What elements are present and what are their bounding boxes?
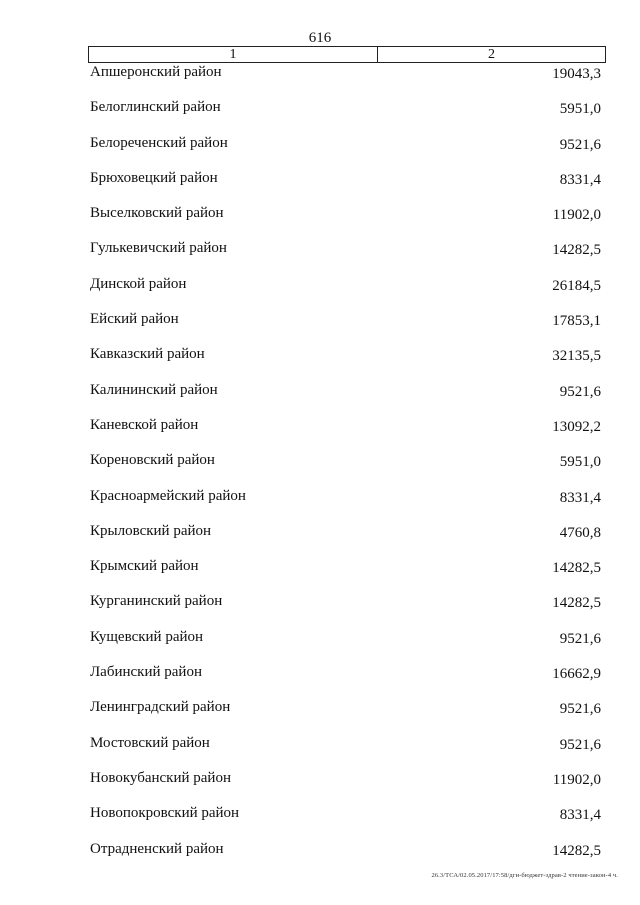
table-header <box>88 46 606 63</box>
header-column-1: 1 <box>89 47 378 62</box>
table-row <box>0 488 640 523</box>
district-value: 9521,6 <box>559 736 601 753</box>
district-value: 11902,0 <box>552 207 601 224</box>
district-name: Отрадненский район <box>90 840 224 857</box>
table-row <box>0 276 640 311</box>
district-value: 4760,8 <box>559 524 601 541</box>
table-row <box>0 452 640 487</box>
table-row <box>0 841 640 876</box>
district-value: 8331,4 <box>559 807 601 824</box>
district-name: Кущевский район <box>90 628 204 645</box>
district-name: Кореновский район <box>90 452 215 469</box>
table-row <box>0 770 640 805</box>
district-value: 5951,0 <box>559 454 601 471</box>
table-row <box>0 382 640 417</box>
table-row <box>0 205 640 240</box>
table-row <box>0 629 640 664</box>
district-value: 32135,5 <box>552 348 601 365</box>
district-value: 9521,6 <box>559 701 601 718</box>
district-value: 14282,5 <box>552 242 601 259</box>
table-row <box>0 64 640 99</box>
district-value: 19043,3 <box>552 66 601 82</box>
district-value: 16662,9 <box>552 666 601 683</box>
district-value: 9521,6 <box>559 136 601 153</box>
district-name: Красноармейский район <box>90 487 246 504</box>
table-body <box>0 64 640 876</box>
district-value: 8331,4 <box>559 171 601 188</box>
district-name: Мостовский район <box>90 734 210 751</box>
district-name: Крымский район <box>90 558 199 575</box>
header-column-2: 2 <box>488 47 495 62</box>
district-name: Калининский район <box>90 381 218 398</box>
district-name: Гулькевичский район <box>90 240 227 257</box>
district-value: 13092,2 <box>552 418 601 435</box>
district-value: 14282,5 <box>552 560 601 577</box>
district-name: Динской район <box>90 275 187 292</box>
district-name: Лабинский район <box>90 664 202 681</box>
district-value: 8331,4 <box>559 489 601 506</box>
table-row <box>0 523 640 558</box>
table-row <box>0 558 640 593</box>
district-name: Новокубанский район <box>90 769 231 786</box>
table-row <box>0 311 640 346</box>
footer-note: 26.3/ТСА/02.05.2017/17:58/дги-бюджет-здрав-2 чтение-закон-4 ч. <box>431 872 618 879</box>
district-name: Крыловский район <box>90 522 212 539</box>
table-row <box>0 735 640 770</box>
page-number: 616 <box>308 30 332 46</box>
district-name: Белореченский район <box>90 134 228 151</box>
table-row <box>0 593 640 628</box>
district-name: Брюховецкий район <box>90 169 218 186</box>
district-name: Выселковский район <box>90 205 224 222</box>
district-value: 5951,0 <box>559 101 601 118</box>
table-row <box>0 135 640 170</box>
table-row <box>0 240 640 275</box>
district-name: Апшеронский район <box>90 64 222 80</box>
table-row <box>0 805 640 840</box>
table-row <box>0 699 640 734</box>
district-name: Курганинский район <box>90 593 223 610</box>
district-name: Кавказский район <box>90 346 205 363</box>
district-value: 11902,0 <box>552 771 601 788</box>
district-name: Новопокровский район <box>90 805 240 822</box>
district-name: Белоглинский район <box>90 99 221 116</box>
district-name: Ленинградский район <box>90 699 231 716</box>
district-value: 9521,6 <box>559 383 601 400</box>
district-name: Каневской район <box>90 416 199 433</box>
table-row <box>0 417 640 452</box>
district-name: Ейский район <box>90 311 179 328</box>
district-value: 14282,5 <box>552 595 601 612</box>
table-row <box>0 99 640 134</box>
district-value: 9521,6 <box>559 630 601 647</box>
table-row <box>0 170 640 205</box>
district-value: 14282,5 <box>552 842 601 859</box>
district-value: 17853,1 <box>552 313 601 330</box>
table-row <box>0 346 640 381</box>
district-value: 26184,5 <box>552 277 601 294</box>
table-row <box>0 664 640 699</box>
